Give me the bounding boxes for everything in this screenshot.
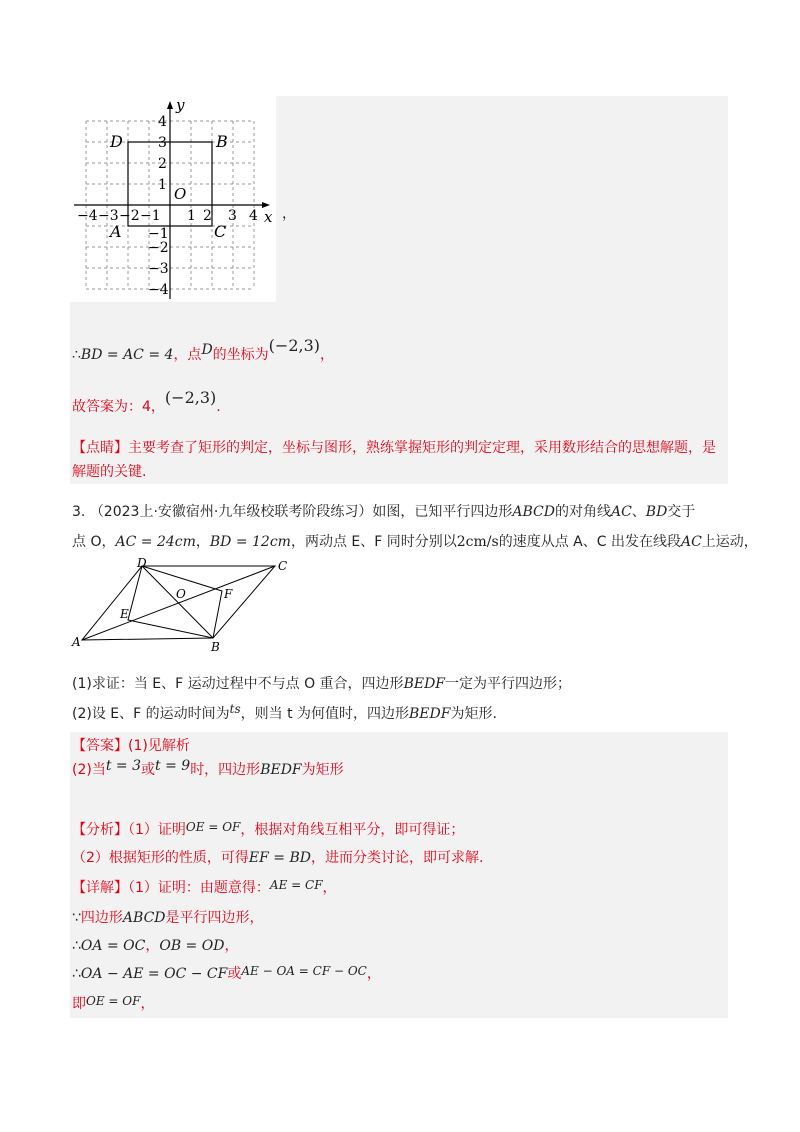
ac-value: AC = 24cm [115,534,196,550]
stem-text: 如图，已知平行四边形 [372,504,513,520]
ef-equals-bd: EF = BD [248,850,311,866]
ac-label-2: AC [680,534,702,550]
x-tick-3: 3 [228,208,237,224]
detail-text: ， [140,996,155,1012]
comment-tag: 【点睛】 [72,440,128,456]
vertex-b-label: B [216,132,228,151]
detail-text: 是平行四边形， [165,910,264,926]
coordinate-d: (−2,3) [268,336,321,355]
stem-text: ，两动点 E、F 同时分别以 [290,534,457,550]
speed-value: 2cm/s [456,534,499,550]
problem-number: 3. [72,504,86,520]
analysis-line-1 [72,820,464,840]
stem-text: 的速度从点 A、C 出发在线段 [498,534,681,550]
y-tick-2: 2 [158,156,167,172]
equation-2: AE − OA = CF − OC [241,964,367,978]
detail-line-5 [72,994,154,1014]
oa-equals-oc: OA = OC [80,938,146,954]
detail-line-3 [72,936,238,956]
answer-text: (2)当 [72,762,106,778]
point-a-label: A [72,635,81,649]
part-text: 一定为平行四边形； [445,676,572,692]
point-c-label: C [278,559,288,573]
detail-text: ， [366,966,381,982]
detail-text: ， [322,880,337,896]
bedf-label-2: BEDF [409,706,451,722]
ob-equals-od: OB = OD [159,938,225,954]
stem-text: 点 O， [72,534,116,550]
answer-part-1: (1)见解析 [128,738,190,754]
solution-text-3: ， [320,347,335,363]
bedf-label: BEDF [403,676,446,692]
stem-text: 、 [631,504,646,520]
detail-tag: 【详解】 [72,880,128,896]
coordinate-grid-figure [70,96,280,306]
comment-line-1 [72,438,716,458]
x-tick-2: 2 [203,208,212,224]
oe-equals-of: OE = OF [185,820,241,834]
analysis-tag: 【分析】 [72,822,128,838]
x-tick-neg1: −1 [140,208,161,224]
answer-text: 或 [141,762,156,778]
comment-text-1: 主要考查了矩形的判定，坐标与图形，熟练掌握矩形的判定定理，采用数形结合的思想解题，是 [128,440,716,456]
oe-equals-of-2: OE = OF [86,994,141,1008]
problem-source: （2023上·安徽宿州·九年级校联考阶段练习） [89,504,373,520]
y-tick-4: 4 [158,114,167,130]
x-axis-label: x [264,208,273,226]
x-tick-neg4: −4 [77,208,98,224]
answer-text: 为矩形 [301,762,344,778]
x-tick-1: 1 [187,208,196,224]
y-tick-1: 1 [158,177,167,193]
ae-equals-cf: AE = CF [269,878,323,892]
t-equals-3: t = 3 [105,758,142,774]
answer-part-2-line [72,760,344,780]
answer-text: 时，四边形 [190,762,261,778]
problem3-part-2 [72,704,497,724]
answer-line [72,388,221,417]
comment-line-2: 解题的关键. [72,464,147,480]
point-o-label: O [176,587,186,601]
ac-label: AC [610,504,632,520]
answer-tag-line [72,736,190,756]
point-b-label: B [211,640,220,654]
answer-coordinate: (−2,3) [164,388,217,407]
answer-tag: 【答案】 [72,738,128,754]
vertex-c-label: C [214,222,227,241]
bd-label: BD [645,504,668,520]
point-f-label: F [224,587,233,601]
analysis-text: ，根据对角线互相平分，即可得证； [240,822,465,838]
stem-text: 的对角线 [554,504,611,520]
detail-text: ， [145,938,160,954]
detail-line-1 [72,878,337,898]
y-tick-neg2: −2 [148,240,169,256]
origin-label: O [174,185,187,203]
problem3-line-1 [72,502,695,522]
vertex-a-label: A [110,222,122,241]
x-tick-neg2: −2 [119,208,140,224]
stem-text: 上运动， [701,534,758,550]
x-tick-4: 4 [249,208,258,224]
stem-text: 交于 [667,504,696,520]
quadrilateral-bedf [128,566,222,638]
analysis-text: （2）根据矩形的性质，可得 [72,850,249,866]
t-equals-9: t = 9 [155,758,191,774]
detail-line-4 [72,964,381,984]
detail-text: ， [224,938,239,954]
analysis-text: ，进而分类讨论，即可求解. [311,850,484,866]
detail-text: 或 [227,966,242,982]
vertex-d-label: D [110,132,123,151]
stem-text: ， [195,534,210,550]
point-d-label: D [137,558,147,570]
y-axis-label: y [176,96,185,114]
because-symbol: ∵ [72,910,81,926]
bd-ac-equation: BD = AC = 4 [80,347,174,363]
detail-line-2 [72,908,264,928]
answer-prefix: 故答案为：4， [72,399,165,415]
detail-text: 四边形 [80,910,123,926]
parallelogram-figure [70,558,300,658]
therefore-symbol-3: ∴ [72,966,81,982]
part-text: (2)设 E、F 的运动时间为 [72,706,230,722]
bd-value: BD = 12cm [209,534,291,550]
analysis-text: （1）证明 [128,822,186,838]
answer-end: . [216,399,221,415]
bedf-answer: BEDF [260,762,302,778]
problem3-part-1 [72,674,571,694]
therefore-symbol: ∴ [72,347,81,363]
x-tick-neg3: −3 [98,208,119,224]
ts-label: ts [229,702,241,716]
figure1-trailing-comma: ， [282,206,296,222]
y-tick-neg1: −1 [148,226,169,242]
analysis-line-2 [72,848,483,868]
solution-line-coordinate [72,336,335,365]
point-e-label: E [120,607,129,621]
solution-text-1: ，点 [173,347,202,363]
part-text: (1)求证：当 E、F 运动过程中不与点 O 重合，四边形 [72,676,404,692]
abcd-label: ABCD [512,504,555,520]
therefore-symbol-2: ∴ [72,938,81,954]
y-tick-neg4: −4 [148,282,169,298]
detail-text: 即 [72,996,86,1012]
problem3-line-2 [72,532,758,552]
abcd-detail: ABCD [122,910,166,926]
solution-text-2: 的坐标为 [212,347,269,363]
y-tick-neg3: −3 [148,261,169,277]
equation-1: OA − AE = OC − CF [80,966,228,982]
part-text: 为矩形. [450,706,497,722]
y-tick-3: 3 [158,135,167,151]
part-text: ，则当 t 为何值时，四边形 [240,706,410,722]
point-d: D [201,342,213,358]
detail-text: （1）证明：由题意得： [128,880,270,896]
